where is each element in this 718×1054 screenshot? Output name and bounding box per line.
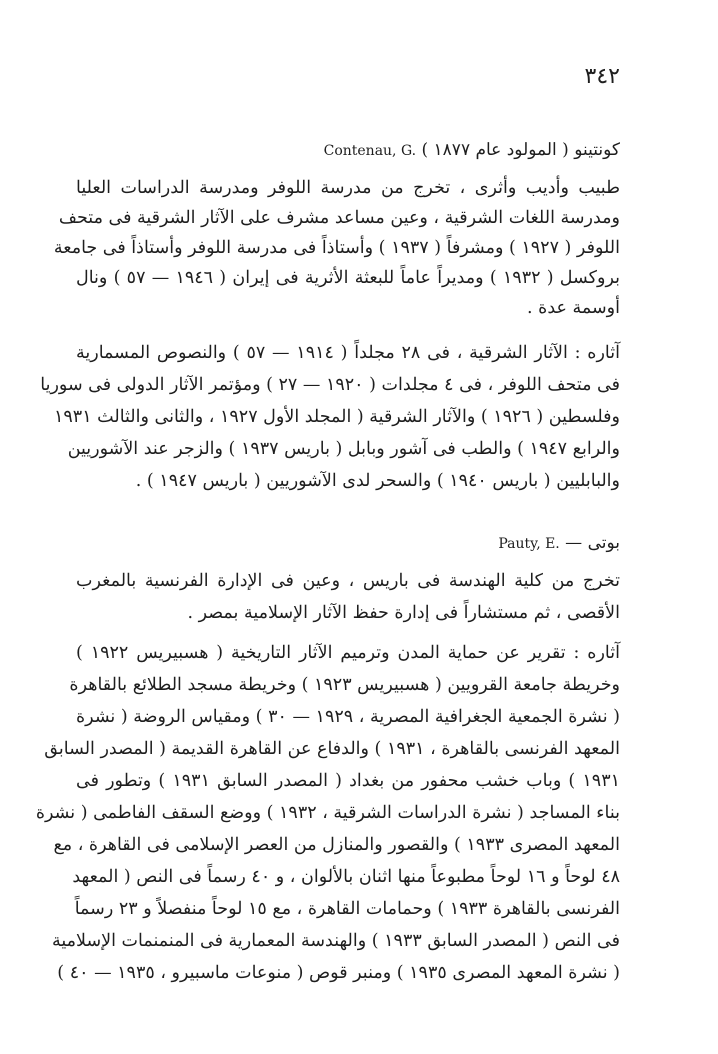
page-number: ٣٤٢ — [584, 64, 620, 89]
paragraph-line: آثاره : تقرير عن حماية المدن وترميم الآثار التاريخية ( هسبيريس ١٩٢٢ ) — [76, 643, 620, 663]
paragraph-line: والبابليين ( باريس ١٩٤٠ ) والسحر لدى الآشوريين ( باريس ١٩٤٧ ) . — [135, 471, 620, 491]
paragraph-line: ١٩٣١ ) وباب خشب محفور من بغداد ( المصدر السابق ١٩٣١ ) وتطور فى — [76, 771, 620, 791]
entry-heading-pauty — [490, 533, 620, 553]
paragraph-line: آثاره : الآثار الشرقية ، فى ٢٨ مجلداً ( ١٩١٤ — ٥٧ ) والنصوص المسمارية — [76, 343, 620, 363]
paragraph-line: ٤٨ لوحاً و ١٦ لوحاً مطبوعاً منها اثنان بالألوان ، و ٤٠ رسماً فى النص ( المعهد — [72, 867, 620, 887]
paragraph-line: بروكسل ( ١٩٣٢ ) ومديراً عاماً للبعثة الأثرية فى إيران ( ١٩٤٦ — ٥٧ ) ونال — [76, 268, 620, 288]
paragraph-line: اللوفر ( ١٩٢٧ ) ومشرفاً ( ١٩٣٧ ) وأستاذاً فى مدرسة اللوفر وأستاذاً فى جامعة — [53, 238, 620, 258]
entry-heading-arabic: كونتينو ( المولود عام ١٨٧٧ ) — [421, 140, 620, 160]
paragraph-line: وفلسطين ( ١٩٢٦ ) والآثار الشرقية ( المجلد الأول ١٩٢٧ ، والثانى والثالث ١٩٣١ — [54, 407, 620, 427]
paragraph-line: فى متحف اللوفر ، فى ٤ مجلدات ( ١٩٢٠ — ٢٧ ) ومؤتمر الآثار الدولى فى سوريا — [40, 375, 620, 395]
paragraph-line: وخريطة جامعة القرويين ( هسبيريس ١٩٢٣ ) وخريطة مسجد الطلائع بالقاهرة — [69, 675, 620, 695]
paragraph-line: الأقصى ، ثم مستشاراً فى إدارة حفظ الآثار الإسلامية بمصر . — [187, 603, 620, 623]
paragraph-line: المعهد المصرى ١٩٣٣ ) والقصور والمنازل من العصر الإسلامى فى القاهرة ، مع — [53, 835, 620, 855]
paragraph-line: طبيب وأديب وأثرى ، تخرج من مدرسة اللوفر ومدرسة الدراسات العليا — [76, 178, 620, 198]
paragraph-line: فى النص ( المصدر السابق ١٩٣٣ ) والهندسة المعمارية فى المنمنمات الإسلامية — [51, 931, 620, 951]
entry-heading-contenau — [316, 140, 620, 160]
entry-heading-latin: Pauty, E. — [498, 536, 560, 552]
paragraph-line: بناء المساجد ( نشرة الدراسات الشرقية ، ١٩٣٢ ) ووضع السقف الفاطمى ( نشرة — [35, 803, 620, 823]
paragraph-line: ومدرسة اللغات الشرقية ، وعين مساعد مشرف على الآثار الشرقية فى متحف — [58, 208, 620, 228]
paragraph-line: ( نشرة الجمعية الجغرافية المصرية ، ١٩٢٩ — ٣٠ ) ومقياس الروضة ( نشرة — [76, 707, 620, 727]
entry-heading-latin: Contenau, G. — [323, 143, 417, 159]
paragraph-line: تخرج من كلية الهندسة فى باريس ، وعين فى الإدارة الفرنسية بالمغرب — [76, 571, 620, 591]
entry-heading-arabic: بوتى — — [565, 533, 620, 553]
paragraph-line: المعهد الفرنسى بالقاهرة ، ١٩٣١ ) والدفاع عن القاهرة القديمة ( المصدر السابق — [44, 739, 620, 759]
paragraph-line: ( نشرة المعهد المصرى ١٩٣٥ ) ومنبر قوص ( منوعات ماسبيرو ، ١٩٣٥ — ٤٠ ) — [57, 963, 620, 983]
paragraph-line: والرابع ١٩٤٧ ) والطب فى آشور وبابل ( باريس ١٩٣٧ ) والزجر عند الآشوريين — [67, 439, 620, 459]
paragraph-line: أوسمة عدة . — [527, 298, 620, 318]
paragraph-line: الفرنسى بالقاهرة ١٩٣٣ ) وحمامات القاهرة ، مع ١٥ لوحاً منفصلاً و ٢٣ رسماً — [74, 899, 620, 919]
